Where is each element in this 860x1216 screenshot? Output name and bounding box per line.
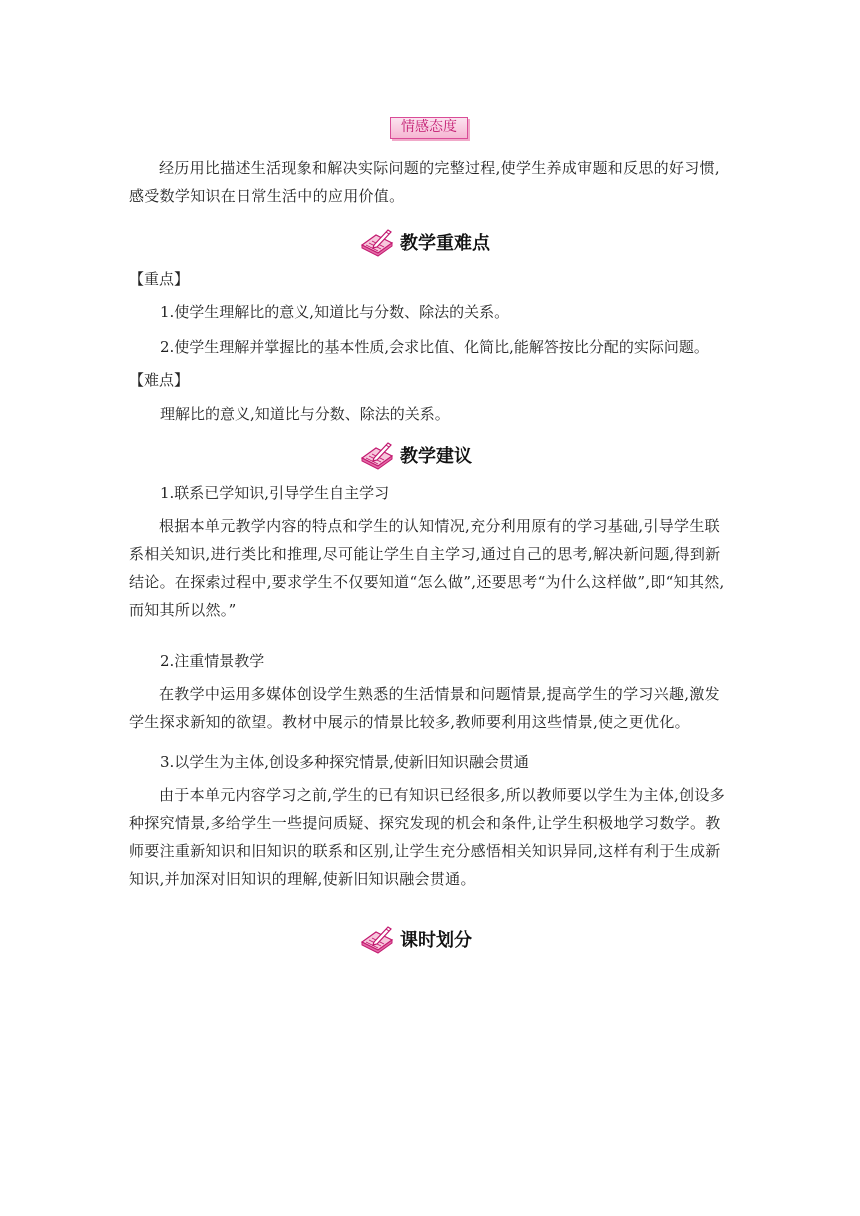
advice-body: 根据本单元教学内容的特点和学生的认知情况,充分利用原有的学习基础,引导学生联系相关知识,进行类比和推理,尽可能让学生自主学习,通过自己的思考,解决新问题,得到新结论。在探索过程中,要求学生不仅要知道“怎么做”,还要思考“为什么这样做”,即“知其然,而知其所以然。” bbox=[129, 517, 725, 619]
advice-body: 在教学中运用多媒体创设学生熟悉的生活情景和问题情景,提高学生的学习兴趣,激发学生探求新知的欲望。教材中展示的情景比较多,教师要利用这些情景,使之更优化。 bbox=[129, 685, 720, 731]
attitude-tag: 情感态度 bbox=[390, 117, 468, 139]
attitude-paragraph: 经历用比描述生活现象和解决实际问题的完整过程,使学生养成审题和反思的好习惯,感受数学知识在日常生活中的应用价值。 bbox=[129, 159, 720, 205]
pencil-notebook-icon bbox=[360, 440, 394, 470]
key-label: 【重点】 bbox=[129, 270, 190, 288]
advice-body: 由于本单元内容学习之前,学生的已有知识已经很多,所以教师要以学生为主体,创设多种探究情景,多给学生一些提问质疑、探究发现的机会和条件,让学生积极地学习数学。教师要注重新知识和旧知识的联系和区别,让学生充分感悟相关知识异同,这样有利于生成新知识,并加深对旧知识的理解,使新旧知识融会贯通。 bbox=[129, 786, 726, 888]
section-title: 教学重难点 bbox=[400, 233, 490, 254]
key-item: 1.使学生理解比的意义,知道比与分数、除法的关系。 bbox=[160, 303, 510, 321]
section-heading-key-points bbox=[360, 226, 490, 258]
advice-heading: 2.注重情景教学 bbox=[160, 652, 265, 670]
section-heading-teaching-advice bbox=[360, 439, 472, 471]
difficulty-text: 理解比的意义,知道比与分数、除法的关系。 bbox=[160, 405, 450, 423]
key-item: 2.使学生理解并掌握比的基本性质,会求比值、化简比,能解答按比分配的实际问题。 bbox=[160, 338, 709, 356]
difficulty-label: 【难点】 bbox=[129, 371, 190, 389]
advice-heading: 3.以学生为主体,创设多种探究情景,使新旧知识融会贯通 bbox=[160, 753, 529, 771]
section-heading-class-schedule bbox=[360, 923, 472, 955]
pencil-notebook-icon bbox=[360, 924, 394, 954]
section-title: 教学建议 bbox=[400, 446, 472, 467]
section-title: 课时划分 bbox=[400, 930, 472, 951]
pencil-notebook-icon bbox=[360, 227, 394, 257]
advice-heading: 1.联系已学知识,引导学生自主学习 bbox=[160, 484, 390, 502]
